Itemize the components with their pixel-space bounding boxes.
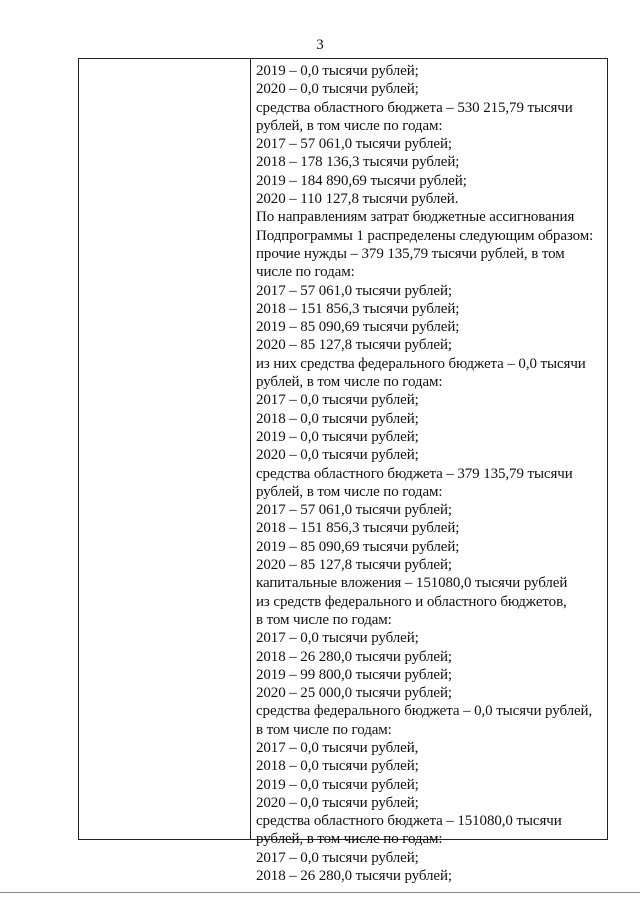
budget-table [78, 58, 608, 885]
content-line: капитальные вложения – 151080,0 тысячи рублей [256, 575, 568, 592]
content-line: 2017 – 57 061,0 тысячи рублей; [256, 282, 452, 299]
content-lines [256, 62, 606, 885]
content-line: Подпрограммы 1 распределены следующим образом: [256, 227, 594, 244]
content-line: 2020 – 110 127,8 тысячи рублей. [256, 191, 459, 208]
content-line: 2019 – 0,0 тысячи рублей; [256, 776, 419, 793]
content-line: рублей, в том числе по годам: [256, 483, 443, 500]
content-line: прочие нужды – 379 135,79 тысячи рублей, в том [256, 245, 565, 262]
page-bottom-rule [0, 892, 640, 893]
content-line: рублей, в том числе по годам: [256, 117, 443, 134]
content-line: рублей, в том числе по годам: [256, 831, 443, 848]
content-line: 2017 – 57 061,0 тысячи рублей; [256, 502, 452, 519]
content-line: 2018 – 151 856,3 тысячи рублей; [256, 300, 460, 317]
content-line: 2018 – 0,0 тысячи рублей; [256, 758, 419, 775]
content-line: средства областного бюджета – 379 135,79 тысячи [256, 465, 573, 482]
content-line: 2018 – 178 136,3 тысячи рублей; [256, 154, 460, 171]
content-line: 2017 – 57 061,0 тысячи рублей; [256, 136, 452, 153]
content-line: из средств федерального и областного бюджетов, [256, 593, 567, 610]
content-line: 2020 – 0,0 тысячи рублей; [256, 447, 419, 464]
content-line: средства областного бюджета – 530 215,79 тысячи [256, 99, 573, 116]
content-line: в том числе по годам: [256, 611, 392, 628]
content-line: 2018 – 26 280,0 тысячи рублей; [256, 648, 452, 665]
content-line: 2020 – 85 127,8 тысячи рублей; [256, 557, 452, 574]
content-line: По направлениям затрат бюджетные ассигнования [256, 209, 575, 226]
content-line: 2019 – 0,0 тысячи рублей; [256, 428, 419, 445]
content-line: 2017 – 0,0 тысячи рублей; [256, 630, 419, 647]
content-line: 2017 – 0,0 тысячи рублей, [256, 739, 419, 756]
content-line: 2018 – 0,0 тысячи рублей; [256, 410, 419, 427]
content-line: из них средства федерального бюджета – 0,0 тысячи [256, 355, 586, 372]
content-line: 2020 – 25 000,0 тысячи рублей; [256, 685, 452, 702]
content-line: рублей, в том числе по годам: [256, 374, 443, 391]
content-line: 2017 – 0,0 тысячи рублей; [256, 392, 419, 409]
content-line: 2018 – 151 856,3 тысячи рублей; [256, 520, 460, 537]
content-line: средства федерального бюджета – 0,0 тысячи рублей, [256, 703, 593, 720]
content-line: средства областного бюджета – 151080,0 тысячи [256, 813, 562, 830]
table-content-cell [251, 59, 608, 885]
table-label-cell [79, 59, 251, 839]
content-line: 2017 – 0,0 тысячи рублей; [256, 849, 419, 866]
content-line: 2020 – 0,0 тысячи рублей; [256, 81, 419, 98]
content-line: 2019 – 184 890,69 тысячи рублей; [256, 172, 467, 189]
content-line: 2020 – 85 127,8 тысячи рублей; [256, 337, 452, 354]
content-line: 2019 – 99 800,0 тысячи рублей; [256, 666, 452, 683]
content-line: 2018 – 26 280,0 тысячи рублей; [256, 868, 452, 885]
content-line: 2019 – 0,0 тысячи рублей; [256, 63, 419, 79]
content-line: в том числе по годам: [256, 721, 392, 738]
content-line: 2019 – 85 090,69 тысячи рублей; [256, 538, 460, 555]
content-line: 2020 – 0,0 тысячи рублей; [256, 794, 419, 811]
page-number: 3 [316, 37, 324, 53]
content-line: числе по годам: [256, 264, 355, 281]
content-line: 2019 – 85 090,69 тысячи рублей; [256, 319, 460, 336]
